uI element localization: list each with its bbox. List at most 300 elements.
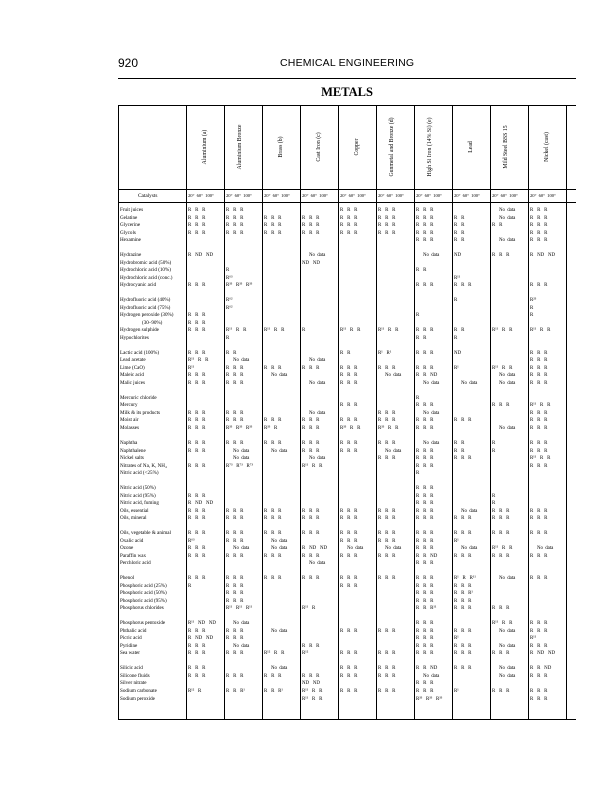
table-title: METALS [321, 85, 373, 99]
table-cell: No data [347, 546, 364, 552]
row-name: Hexamine [120, 237, 141, 244]
table-cell: R R R [378, 666, 396, 672]
column-header: Mild Steel BSS 15 [502, 125, 509, 169]
table-cell: R R R [530, 358, 548, 364]
temperature-label: 20° 60° 100° [416, 193, 442, 198]
table-cell: R R R [340, 230, 358, 236]
table-cell: R R R [302, 553, 320, 559]
table-cell: No data [271, 373, 288, 379]
table-cell: R R R [188, 418, 206, 424]
table-cell: R R R [340, 628, 358, 634]
table-cell: R R [454, 215, 465, 221]
column-rule [414, 105, 415, 719]
table-cell: R R R [188, 448, 206, 454]
table-cell: R R R [416, 516, 434, 522]
table-cell: R R [416, 268, 427, 274]
table-cell: R R R [340, 666, 358, 672]
table-cell: R R R [302, 215, 320, 221]
table-cell: R R R [492, 403, 510, 409]
table-cell: R R R [530, 350, 548, 356]
table-cell: R R [454, 230, 465, 236]
table-cell: R R R [416, 456, 434, 462]
table-cell: R [492, 493, 496, 499]
table-cell: R R R [188, 516, 206, 522]
table-cell: No data [309, 410, 326, 416]
table-cell: R R R [226, 508, 244, 514]
table-cell: No data [423, 410, 440, 416]
row-name: Maleic acid [120, 372, 144, 379]
table-cell: R R R [530, 208, 548, 213]
column-rule [338, 105, 339, 719]
table-cell: R [530, 305, 534, 311]
table-cell: R R R [226, 418, 244, 424]
metals-table [118, 78, 576, 720]
table-cell: R R R [340, 531, 358, 537]
table-cell: R R R [416, 328, 434, 334]
table-cell: R R R [416, 403, 434, 409]
table-cell: R R R [302, 673, 320, 679]
table-cell: R [454, 298, 458, 304]
column-header: Cast Iron (c) [315, 132, 322, 162]
table-cell: R R R [416, 576, 434, 582]
row-name: Malic juices [120, 379, 146, 386]
table-cell: No data [499, 673, 516, 679]
table-cell: R R R [378, 230, 396, 236]
row-name: Phosphorus chlorides [120, 605, 164, 612]
row-name: Perchloric acid [120, 560, 151, 567]
table-cell: R [302, 328, 306, 334]
table-cell: R R R [378, 456, 396, 462]
row-name: Ozone [120, 545, 134, 552]
table-cell: R R R [340, 553, 358, 559]
row-name: Nitric acid (95%) [120, 492, 156, 499]
table-cell: R R [340, 350, 351, 356]
table-cell: R R R [530, 410, 548, 416]
table-cell: No data [309, 561, 326, 567]
table-cell: R ND ND [302, 546, 328, 552]
table-cell: R R [454, 238, 465, 244]
table-cell: R R R [188, 313, 206, 319]
table-cell: R R R [188, 493, 206, 499]
table-cell: No data [309, 358, 326, 364]
table-cell: R R R [492, 253, 510, 259]
table-cell: R¹¹ R R [302, 689, 323, 694]
table-cell: ND [454, 350, 462, 356]
column-header: High Si Iron (14% Si) (e) [426, 117, 433, 177]
table-cell: R R R [226, 365, 244, 371]
table-cell: R R R [302, 508, 320, 514]
table-cell: No data [423, 253, 440, 259]
table-cell: R¹¹ R R [530, 403, 551, 409]
table-cell: No data [271, 538, 288, 544]
table-cell: R R R [454, 651, 472, 657]
table-cell: R R R [226, 636, 244, 642]
table-cell: R R R [416, 350, 434, 356]
table-cell: R R R [530, 621, 548, 627]
table-cell: R ND ND [530, 253, 556, 259]
table-cell: R³³ R³³ R³³ [416, 696, 443, 702]
table-cell: R¹¹ R [302, 606, 316, 612]
table-cell: R R R [492, 689, 510, 694]
table-cell: R R R [226, 215, 244, 221]
table-cell: R¹¹ [530, 636, 537, 642]
table-cell: R R R [340, 576, 358, 582]
table-cell: R R R [302, 531, 320, 537]
table-cell: R R R [416, 621, 434, 627]
row-name: Sea water [120, 650, 140, 657]
table-cell: R R R [378, 410, 396, 416]
table-cell: No data [537, 546, 554, 552]
table-cell: R R R [416, 230, 434, 236]
table-cell: R R R [530, 576, 548, 582]
table-cell: R R R [378, 651, 396, 657]
row-name: Phosphorus pentoxide [120, 620, 166, 627]
table-cell: No data [499, 576, 516, 582]
column-rule [186, 105, 187, 719]
column-header: Nickel (cast) [543, 132, 550, 162]
table-cell: R [226, 268, 230, 274]
row-name: Silicic acid [120, 665, 143, 672]
table-cell: R¹ R R¹¹ [454, 576, 476, 582]
table-cell: R⁶³ [226, 275, 233, 281]
table-cell: R R R [188, 320, 206, 326]
table-cell: No data [385, 448, 402, 454]
table-cell: No data [271, 666, 288, 672]
table-cell: R R R [530, 425, 548, 431]
table-cell: R R R [340, 516, 358, 522]
table-cell: R R R [454, 418, 472, 424]
column-rule [566, 105, 567, 719]
column-header: Aluminium (a) [201, 129, 208, 165]
table-cell: R R R [302, 230, 320, 236]
row-name: Glycols [120, 229, 136, 236]
table-cell: R R R [416, 538, 434, 544]
row-name: Oils, mineral [120, 515, 147, 522]
table-cell: No data [499, 643, 516, 649]
table-cell: R R R [188, 651, 206, 657]
temperature-label: 20° 60° 100° [454, 193, 480, 198]
table-cell: No data [309, 380, 326, 386]
table-cell: R R R [340, 673, 358, 679]
table-cell: R [492, 501, 496, 507]
table-cell: R¹² R R [264, 651, 285, 657]
table-cell: R R R [226, 576, 244, 582]
row-name: Hydrogen sulphide [120, 327, 159, 334]
table-cell: R R R [530, 238, 548, 244]
row-name: Fruit juices [120, 207, 144, 213]
table-cell: R R R [340, 403, 358, 409]
table-cell: R R R [302, 516, 320, 522]
table-cell: R R R [340, 223, 358, 229]
row-name: Paraffin wax [120, 552, 147, 559]
table-cell: R R R [264, 215, 282, 221]
table-cell: R R R [340, 208, 358, 213]
row-name: Phosphoric acid (95%) [120, 597, 167, 604]
table-cell: R¹ [454, 636, 459, 642]
row-name: Lead acetate [120, 357, 146, 364]
table-cell: R¹¹ R R [264, 328, 285, 334]
table-cell: R R R [454, 283, 472, 289]
table-cell: R R R [226, 591, 244, 597]
column-rule [490, 105, 491, 719]
table-cell: R R R [492, 516, 510, 522]
table-cell: R R R [188, 440, 206, 446]
table-cell: R¹¹ R R [378, 328, 399, 334]
table-cell: R [416, 471, 420, 477]
row-name: Lime (CaO) [120, 364, 145, 371]
table-cell: R¹¹ R R [302, 696, 323, 702]
table-cell: R R R [530, 365, 548, 371]
table-cell: ND ND [302, 260, 320, 266]
table-cell: R R R [302, 425, 320, 431]
table-cell: R R R [264, 230, 282, 236]
table-cell: No data [309, 456, 326, 462]
row-name: Phthalic acid [120, 627, 147, 634]
table-cell: R R R [454, 666, 472, 672]
table-cell: R¹¹ [188, 365, 195, 371]
table-cell: R [530, 313, 534, 319]
table-cell: R R R [492, 531, 510, 537]
table-cell: No data [233, 621, 250, 627]
table-cell: No data [271, 546, 288, 552]
column-header: Aluminium Bronze [236, 124, 243, 170]
table-cell: No data [271, 628, 288, 634]
table-cell: R R R [416, 651, 434, 657]
table-cell: R¹¹ R R [530, 328, 551, 334]
table-cell: R R R [226, 538, 244, 544]
table-cell: R R R [188, 283, 206, 289]
table-cell: R R R [454, 606, 472, 612]
row-name: Pyridine [120, 642, 138, 649]
row-name: Hydrofluoric acid (40%) [120, 297, 171, 304]
table-cell: R R R [340, 215, 358, 221]
row-name: Naphthalene [120, 447, 146, 454]
table-cell: R R R [416, 486, 434, 492]
table-cell: R R R [340, 373, 358, 379]
table-cell: R R R [226, 673, 244, 679]
table-cell: R R R [226, 651, 244, 657]
table-cell: No data [499, 380, 516, 386]
table-cell: R¹¹ R R [492, 546, 513, 552]
table-cell: R R R [378, 208, 396, 213]
table-cell: R R R [454, 628, 472, 634]
table-cell: R ND ND [188, 636, 214, 642]
table-cell: R R R [416, 365, 434, 371]
table-cell: R R R [416, 425, 434, 431]
table-cell: R R R [226, 380, 244, 386]
table-cell: R R R [492, 553, 510, 559]
table-cell: R [492, 448, 496, 454]
table-cell: R [416, 313, 420, 319]
table-cell: R R R [530, 516, 548, 522]
row-name: Lactic acid (100%) [120, 349, 160, 356]
table-cell: R R R [226, 410, 244, 416]
table-cell: R R R [378, 516, 396, 522]
table-cell: R R R [378, 215, 396, 221]
table-cell: No data [385, 546, 402, 552]
table-cell: R R R [454, 456, 472, 462]
table-cell: R R R [188, 463, 206, 469]
table-cell: R³³ R R [340, 425, 361, 431]
table-cell: R R R [530, 448, 548, 454]
table-cell: R R R [416, 583, 434, 589]
table-cell: R R R [340, 583, 358, 589]
table-cell: R³³ R³³ R³³ [226, 283, 253, 289]
table-cell: R⁶³ [188, 538, 195, 544]
table-cell: R R R [530, 380, 548, 386]
table-cell: No data [233, 456, 250, 462]
table-cell: R¹¹ R R [492, 621, 513, 627]
table-cell: R R R [416, 561, 434, 567]
table-cell: R R R [264, 516, 282, 522]
table-cell: R R R [188, 380, 206, 386]
table-cell: R¹¹ [454, 275, 461, 281]
table-cell: R R R¹¹ [416, 606, 437, 612]
table-cell: R R R [416, 215, 434, 221]
row-name: Phosphoric acid (50%) [120, 590, 167, 597]
table-cell: R R R [302, 418, 320, 424]
table-cell: R R R [302, 440, 320, 446]
running-head: CHEMICAL ENGINEERING [280, 57, 415, 69]
row-name: Milk & its products [120, 409, 161, 416]
column-header: Copper [353, 138, 360, 156]
temperature-label: 20° 60° 100° [378, 193, 404, 198]
table-cell: R¹¹ R R [302, 463, 323, 469]
table-cell: R R R [530, 673, 548, 679]
table-cell: R R R [416, 448, 434, 454]
table-cell: R R R [226, 516, 244, 522]
table-cell: ND ND [302, 681, 320, 687]
table-cell: R R R [188, 643, 206, 649]
table-cell: R¹² R [188, 689, 202, 694]
table-cell: R R R [416, 223, 434, 229]
row-name: (30–90%) [142, 319, 163, 326]
temperature-label: 20° 60° 100° [302, 193, 328, 198]
table-cell: R⁶² [226, 298, 233, 304]
table-cell: R R R [454, 516, 472, 522]
table-cell: R R R [188, 410, 206, 416]
table-cell: R R R [530, 223, 548, 229]
table-cell: R R R [492, 606, 510, 612]
table-cell: R¹¹ R R [492, 328, 513, 334]
table-cell: R R R [530, 643, 548, 649]
table-cell: R R R [416, 531, 434, 537]
table-cell: No data [233, 358, 250, 364]
table-cell: R R R [188, 553, 206, 559]
table-cell: R R R [340, 365, 358, 371]
table-cell: R R R [264, 223, 282, 229]
table-cell: R R [492, 223, 503, 229]
table-cell: R R R [188, 373, 206, 379]
table-cell: R R R [302, 643, 320, 649]
column-header: Lead [467, 141, 474, 153]
table-cell: R R R [264, 440, 282, 446]
table-cell: R R R [416, 636, 434, 642]
row-name: Glycerine [120, 222, 141, 229]
table-cell: R R R [226, 598, 244, 604]
table-cell: R R R [416, 643, 434, 649]
table-cell: No data [499, 425, 516, 431]
table-cell: R R R¹ [454, 591, 473, 597]
table-cell: R¹¹ R R [340, 328, 361, 334]
table-cell: R R [454, 440, 465, 446]
table-cell: R⁶² [226, 305, 233, 311]
table-cell: R¹¹ R R [530, 456, 551, 462]
table-cell: R R R [188, 208, 206, 213]
row-name: Nickel salts [120, 455, 144, 462]
table-cell: R R R [378, 689, 396, 694]
row-name: Mercury [120, 402, 138, 409]
table-cell: R R [416, 335, 427, 341]
table-cell: ND [454, 253, 462, 259]
table-cell: R R R [226, 208, 244, 213]
table-cell: R ND ND [188, 501, 214, 507]
row-name: Hydrocyanic acid [120, 282, 157, 289]
table-cell: R R R [416, 508, 434, 514]
table-cell: R R R [340, 448, 358, 454]
table-cell: R R R [416, 283, 434, 289]
table-cell: R R R¹ [226, 689, 245, 694]
table-cell: R⁷³ R⁷³ R⁷³ [226, 463, 253, 469]
table-cell: No data [499, 238, 516, 244]
column-rule [262, 105, 263, 719]
column-header: Gunmetal and Bronze (d) [388, 117, 395, 177]
table-cell: R R R [264, 418, 282, 424]
table-cell: R R R [416, 681, 434, 687]
table-cell: R¹ R¹ [378, 350, 392, 356]
table-cell: R R R [378, 673, 396, 679]
table-cell: R R R [530, 508, 548, 514]
row-name: Oxalic acid [120, 537, 144, 544]
table-cell: R R R [226, 628, 244, 634]
temperature-label: 20° 60° 100° [530, 193, 556, 198]
table-cell: R R R [378, 440, 396, 446]
table-cell: R R R [188, 223, 206, 229]
table-cell: R R ND [416, 373, 438, 379]
table-cell: R R [454, 328, 465, 334]
row-name: Oils, essential [120, 507, 149, 514]
table-cell: R R R [340, 689, 358, 694]
row-name: Mercuric chloride [120, 394, 157, 401]
row-name: Nitric acid, fuming [120, 500, 159, 507]
table-cell: R³³ R³³ R³³ [226, 425, 253, 431]
table-cell: R R R [530, 628, 548, 634]
row-name: Phosphoric acid (25%) [120, 582, 167, 589]
column-rule [224, 105, 225, 719]
table-cell: R R R [378, 223, 396, 229]
table-cell: R R R [416, 501, 434, 507]
table-cell: R R R [226, 373, 244, 379]
temperature-label: 20° 60° 100° [492, 193, 518, 198]
row-name: Nitrates of Na, K, NH₄ [120, 462, 167, 469]
table-cell: No data [461, 380, 478, 386]
table-cell: R R R [454, 598, 472, 604]
row-name: Hydrochloric acid (conc.) [120, 274, 173, 281]
table-cell: R¹ [454, 538, 459, 544]
table-cell: R R R [264, 673, 282, 679]
page-number: 920 [118, 56, 139, 70]
table-cell: R ND ND [188, 253, 214, 259]
table-cell: R R R [226, 230, 244, 236]
table-cell: No data [499, 628, 516, 634]
table-cell: R [454, 335, 458, 341]
table-cell: R R ND [416, 553, 438, 559]
row-name: Silver nitrate [120, 680, 147, 687]
table-cell: R¹¹ R¹¹ R¹¹ [226, 606, 253, 612]
table-cell: R R R [340, 508, 358, 514]
table-cell: No data [423, 440, 440, 446]
table-cell: R R R [530, 283, 548, 289]
